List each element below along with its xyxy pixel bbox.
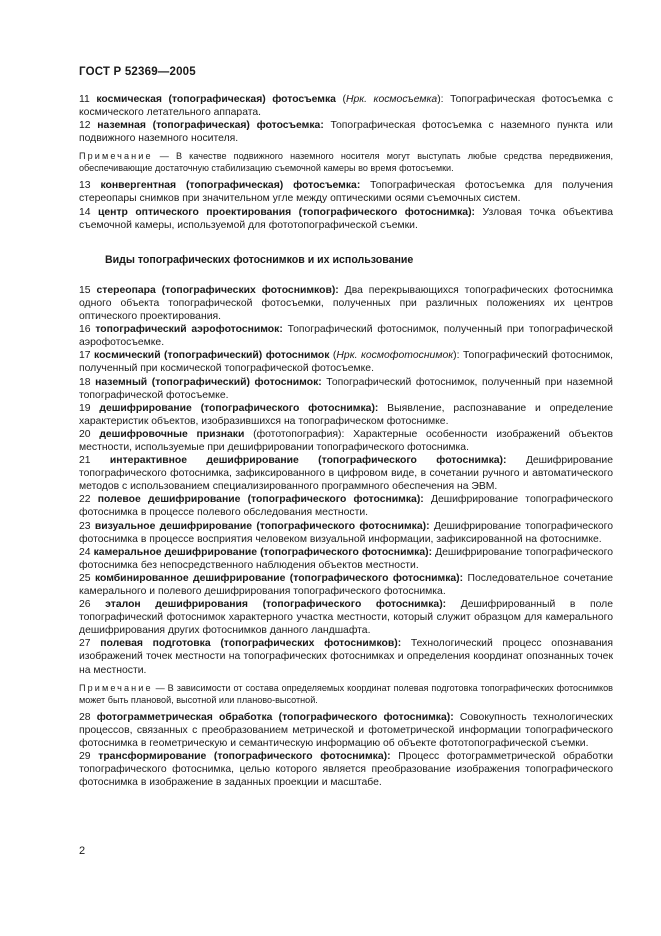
term-entry	[79, 711, 613, 750]
term-number: 24	[79, 546, 91, 558]
term-number: 17	[79, 350, 91, 362]
term-number: 22	[79, 494, 91, 506]
term-number: 27	[79, 638, 91, 650]
term-entry	[79, 572, 613, 598]
terms-group-c	[79, 284, 613, 677]
term-definition: Процесс фотограмметрической обработки топографического фотоснимка, целью которого является преобразование изображения топографического фотоснимка в изображение в заданных проекции и масштабе.	[79, 750, 614, 789]
term-name: конвергентная (топографическая) фотосъемка:	[100, 180, 361, 192]
term-entry	[79, 376, 613, 402]
term-name: фотограмметрическая обработка (топографического фотоснимка):	[96, 711, 454, 723]
term-definition: Последовательное сочетание камерального и полевого дешифрирования топографического фотоснимка.	[79, 572, 613, 597]
term-nonrecommended: Нрк. космофотоснимок	[336, 350, 454, 362]
terms-group-b	[79, 179, 613, 231]
term-definition: Дешифрированный в поле топографический фотоснимок характерного участка местности, который служит образцом для камерального дешифрирования других фотоснимков данного ландшафта.	[79, 599, 613, 637]
note-label: Примечание	[79, 682, 153, 693]
note-1	[79, 150, 613, 174]
term-definition: Дешифрирование топографического фотоснимка в процессе восприятия человеком визуальной информации, зафиксированной на фотоснимке.	[79, 520, 613, 545]
term-entry	[79, 546, 613, 572]
term-number: 26	[79, 599, 91, 611]
term-entry	[79, 598, 613, 637]
term-entry	[79, 493, 613, 519]
term-entry	[79, 349, 613, 375]
term-definition: Дешифрирование топографического фотоснимка без непосредственного наблюдения объектов местности.	[79, 546, 613, 571]
term-definition: Топографическая фотосъемка с космического летательного аппарата.	[79, 94, 613, 119]
term-definition: Технологический процесс опознавания изображений точек местности на топографических фотоснимках и определения координат опознанных точек на местности.	[79, 638, 613, 676]
term-number: 11	[79, 94, 90, 105]
term-definition: Топографический фотоснимок, полученный при топографической аэрофотосъемке.	[79, 324, 613, 349]
term-number: 29	[79, 750, 91, 762]
term-entry	[79, 402, 613, 428]
term-name: космическая (топографическая) фотосъемка	[96, 94, 336, 105]
term-name: интерактивное дешифрирование (топографического фотоснимка):	[109, 455, 507, 467]
term-number: 15	[79, 284, 91, 296]
term-number: 12	[79, 120, 91, 132]
term-paren: ):	[437, 94, 444, 105]
document-body	[79, 93, 613, 789]
term-definition: Топографическая фотосъемка для получения стереопары снимков при значительном угле между оптическими осями съемочных систем.	[79, 180, 613, 205]
term-entry	[79, 323, 613, 349]
term-definition: Топографический фотоснимок, полученный при космической топографической фотосъемке.	[79, 350, 613, 375]
term-number: 20	[79, 428, 91, 440]
term-definition: Топографическая фотосъемка с наземного пункта или подвижного наземного носителя.	[79, 120, 613, 145]
term-paren: (	[329, 350, 337, 362]
term-name: комбинированное дешифрирование (топографического фотоснимка):	[94, 572, 464, 584]
section-heading: Виды топографических фотоснимков и их использование	[105, 253, 414, 266]
term-definition: Топографический фотоснимок, полученный при наземной топографической фотосъемке.	[79, 376, 613, 401]
term-name: наземный (топографический) фотоснимок:	[95, 376, 322, 388]
term-number: 25	[79, 572, 91, 584]
page-number: 2	[79, 845, 86, 857]
term-definition: Узловая точка объектива съемочной камеры, используемой для фототопографической съемки.	[79, 206, 613, 231]
term-number: 23	[79, 520, 91, 532]
term-name: наземная (топографическая) фотосъемка:	[97, 120, 324, 132]
note-text: — В качестве подвижного наземного носителя могут выступать любые средства передвижения, обеспечивающие достаточную стабилизацию съемочной камеры во время фотосъемки.	[79, 151, 613, 174]
term-entry	[79, 93, 613, 119]
term-name: полевая подготовка (топографических фотоснимков):	[100, 638, 402, 650]
term-number: 18	[79, 376, 91, 388]
term-number: 21	[79, 455, 91, 467]
term-entry	[79, 284, 613, 323]
term-definition: Выявление, распознавание и определение характеристик объектов, изобразившихся на топографическом фотоснимке.	[79, 402, 613, 427]
term-paren: (	[335, 94, 346, 105]
document-header: ГОСТ Р 52369—2005	[79, 66, 196, 78]
term-name: камеральное дешифрирование (топографического фотоснимка):	[93, 546, 433, 558]
term-number: 13	[79, 180, 91, 192]
terms-group-a	[79, 93, 613, 145]
term-name: эталон дешифрирования (топографического фотоснимка):	[105, 599, 447, 611]
term-entry	[79, 119, 613, 145]
term-name: топографический аэрофотоснимок:	[95, 324, 283, 336]
term-definition: (фототопография): Характерные особенности изображений объектов местности, используемые при дешифрировании топографического фотоснимка.	[79, 428, 614, 453]
term-entry	[79, 179, 613, 205]
term-name: дешифрирование (топографического фотоснимка):	[99, 402, 379, 414]
term-definition: Дешифрирование топографического фотоснимка, зафиксированного в цифровом виде, в сочетании ручного и автоматического методов с использованием специализированного программного обеспечения на ЭВМ.	[79, 455, 613, 493]
term-name: визуальное дешифрирование (топографического фотоснимка):	[94, 520, 430, 532]
term-nonrecommended: Нрк. космосъемка	[345, 94, 438, 105]
term-paren: ):	[453, 350, 460, 362]
note-label: Примечание	[79, 151, 153, 162]
term-name: полевое дешифрирование (топографического фотоснимка):	[97, 494, 424, 506]
term-name: дешифровочные признаки	[99, 428, 245, 440]
term-name: центр оптического проектирования (топографического фотоснимка):	[98, 206, 475, 218]
term-name: космический (топографический) фотоснимок	[94, 350, 330, 362]
term-name: трансформирование (топографического фотоснимка):	[98, 750, 391, 762]
term-entry	[79, 206, 613, 232]
term-number: 14	[79, 206, 91, 218]
term-number: 16	[79, 324, 91, 336]
term-entry	[79, 454, 613, 493]
term-entry	[79, 428, 613, 454]
term-definition: Два перекрывающихся топографических фотоснимка одного объекта топографической фотосъемки, полученных при различных положениях их центров оптического проектирования.	[79, 284, 613, 323]
terms-group-d	[79, 711, 613, 790]
note-text: — В зависимости от состава определяемых координат полевая подготовка топографических фотоснимков может быть плановой, высотной или планово-высотной.	[79, 682, 613, 705]
term-entry	[79, 750, 613, 789]
term-number: 28	[79, 711, 91, 723]
note-2	[79, 682, 613, 706]
term-number: 19	[79, 402, 91, 414]
term-name: стереопара (топографических фотоснимков):	[96, 284, 339, 296]
term-entry	[79, 520, 613, 546]
term-entry	[79, 637, 613, 676]
term-definition: Совокупность технологических процессов, связанных с преобразованием метрической и фотометрической информации топографического фотоснимка в геометрическую и семантическую информацию об объекте фототопографической съемки.	[79, 711, 613, 749]
term-definition: Дешифрирование топографического фотоснимка в процессе полевого обследования местности.	[79, 494, 614, 519]
